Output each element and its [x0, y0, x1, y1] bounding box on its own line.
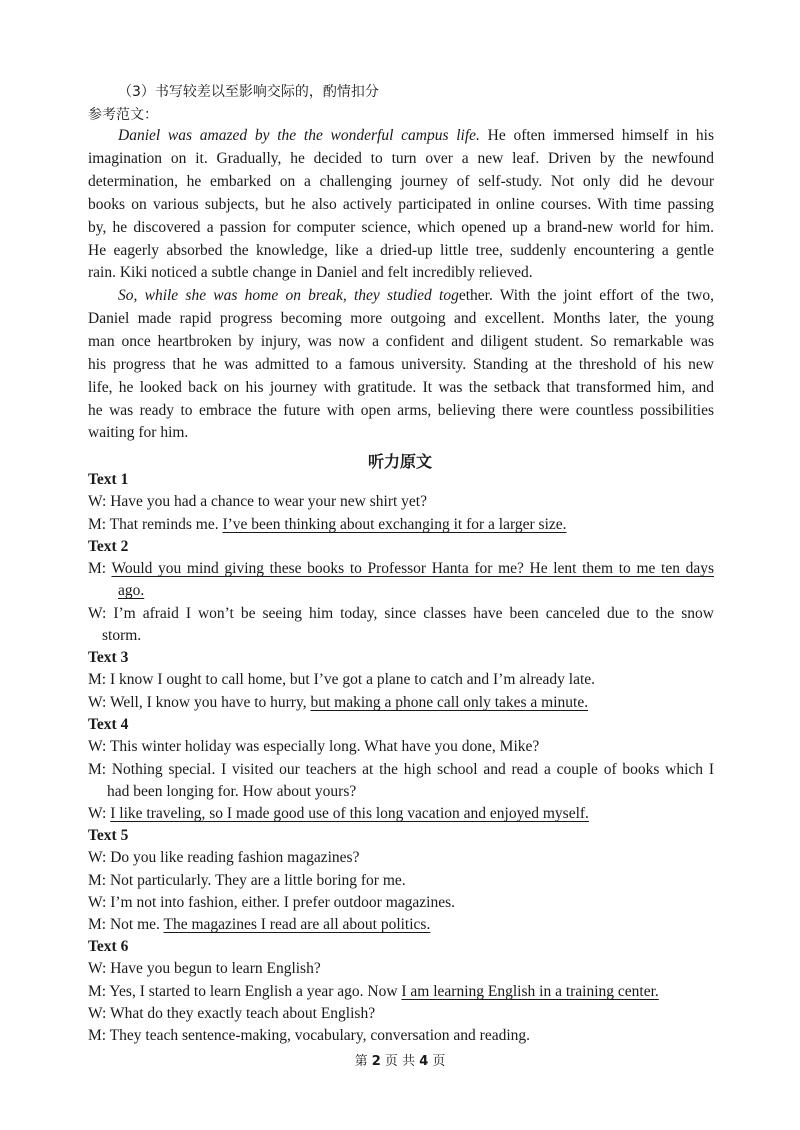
text-5-line-3: W: I’m not into fashion, either. I prefer outdoor magazines. [88, 894, 456, 911]
text-6-line-3: W: What do they exactly teach about English? [88, 1005, 376, 1022]
text-4-line-4 [88, 803, 714, 825]
footer-suffix: 页 [428, 1054, 446, 1069]
footer-total-pages: 4 [419, 1054, 429, 1069]
text-1-line-1: W: Have you had a chance to wear your new shirt yet? [88, 493, 427, 510]
text-2-heading: Text 2 [88, 538, 129, 555]
essay-p2-line-1 [118, 285, 714, 307]
essay-p1-opening: Daniel was amazed by the the wonderful campus life. [118, 127, 480, 144]
sample-essay-heading: 参考范文： [88, 107, 158, 123]
text-4-line-3: had been longing for. How about yours? [107, 783, 357, 800]
text-1-answer-underline: I’ve been thinking about exchanging it for a larger size. [222, 516, 567, 533]
essay-p2-line-7: waiting for him. [88, 424, 189, 441]
text-4-line-2: M: Nothing special. I visited our teachers at the high school and read a couple of books which I [88, 761, 714, 778]
text-5-line-4-speaker: M: Not me. [88, 916, 164, 933]
essay-p2-line-1-rest: ether. With the joint effort of the two, [458, 287, 714, 304]
essay-p1-line-2: imagination on it. Gradually, he decided to turn over a new leaf. Driven by the newfound [88, 150, 714, 167]
text-2-answer-underline: Would you mind giving these books to Professor Hanta for me? He lent them to me ten days [111, 560, 715, 577]
text-5-line-4 [88, 914, 714, 936]
text-1-heading: Text 1 [88, 471, 129, 488]
text-1-line-2-speaker: M: That reminds me. [88, 516, 223, 533]
text-2-answer-underline-cont: ago. [118, 582, 145, 599]
essay-p2-line-2: Daniel made rapid progress becoming more outgoing and excellent. Months later, the young [88, 310, 714, 327]
text-4-answer-underline: I like traveling, so I made good use of this long vacation and enjoyed myself. [110, 805, 589, 822]
essay-p2-line-6: he was ready to embrace the future with open arms, believing there were countless possibilities [88, 402, 714, 419]
essay-p1-line-5: by, he discovered a passion for computer science, which opened up a brand-new world for him. [88, 219, 714, 236]
listening-transcript-title: 听力原文 [367, 452, 432, 471]
essay-p1-line-3: determination, he embarked on a challenging journey of self-study. Not only did he devour [88, 173, 714, 190]
text-1-line-2 [88, 514, 714, 536]
text-3-line-2-speaker: W: Well, I know you have to hurry, [88, 694, 311, 711]
footer-middle: 页 共 [380, 1054, 420, 1069]
text-4-line-4-speaker: W: [88, 805, 111, 822]
text-2-line-1 [88, 558, 714, 580]
text-3-line-1: M: I know I ought to call home, but I’ve got a plane to catch and I’m already late. [88, 671, 596, 688]
text-2-line-1-speaker: M: [88, 560, 112, 577]
essay-p1-line-1-rest: He often immersed himself in his [479, 127, 714, 144]
page-footer [0, 1050, 800, 1069]
text-5-line-1: W: Do you like reading fashion magazines? [88, 849, 360, 866]
text-6-line-2-speaker: M: Yes, I started to learn English a year ago. Now [88, 983, 402, 1000]
text-5-heading: Text 5 [88, 827, 129, 844]
essay-p1-line-4: books on various subjects, but he also actively participated in online courses. With time passing [88, 196, 714, 213]
text-3-heading: Text 3 [88, 649, 129, 666]
footer-page-number: 2 [371, 1054, 381, 1069]
grading-note-3: （3）书写较差以至影响交际的，酌情扣分 [118, 84, 379, 100]
text-5-line-2: M: Not particularly. They are a little boring for me. [88, 872, 406, 889]
footer-prefix: 第 [354, 1054, 372, 1069]
essay-p2-line-3: man once heartbroken by injury, was now a confident and diligent student. So remarkable was [88, 333, 714, 350]
text-2-line-4: storm. [102, 627, 142, 644]
text-4-heading: Text 4 [88, 716, 129, 733]
essay-p2-opening: So, while she was home on break, they studied tog [118, 287, 459, 304]
text-6-line-2 [88, 981, 714, 1003]
text-6-answer-underline: I am learning English in a training center. [401, 983, 659, 1000]
text-3-answer-underline: but making a phone call only takes a minute. [310, 694, 589, 711]
essay-p1-line-1 [118, 125, 714, 147]
essay-p2-line-5: life, he looked back on his journey with gratitude. It was the setback that transformed him, and [88, 379, 714, 396]
text-6-line-1: W: Have you begun to learn English? [88, 960, 321, 977]
essay-p2-line-4: his progress that he was admitted to a famous university. Standing at the threshold of his new [88, 356, 714, 373]
text-2-line-3: W: I’m afraid I won’t be seeing him today, since classes have been canceled due to the snow [88, 605, 714, 622]
text-5-answer-underline: The magazines I read are all about politics. [163, 916, 431, 933]
text-2-line-2 [118, 580, 744, 602]
text-3-line-2 [88, 692, 714, 714]
text-6-line-4: M: They teach sentence-making, vocabulary, conversation and reading. [88, 1027, 531, 1044]
text-6-heading: Text 6 [88, 938, 129, 955]
text-4-line-1: W: This winter holiday was especially long. What have you done, Mike? [88, 738, 540, 755]
essay-p1-line-7: rain. Kiki noticed a subtle change in Daniel and felt incredibly relieved. [88, 264, 533, 281]
essay-p1-line-6: He eagerly absorbed the knowledge, like a dried-up little tree, suddenly encountering a gentle [88, 242, 714, 259]
